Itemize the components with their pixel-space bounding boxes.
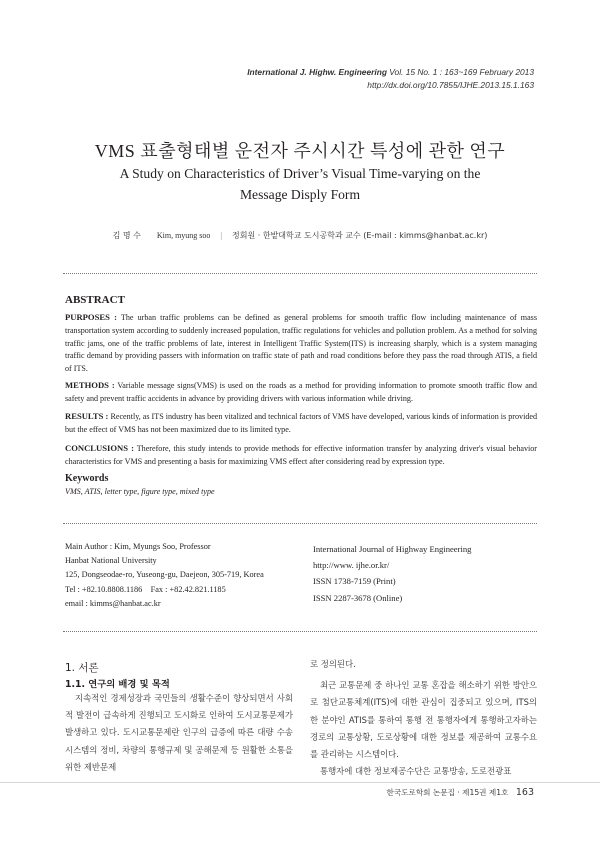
author-info-block <box>65 540 305 611</box>
author-university: Hanbat National University <box>65 556 157 566</box>
body-left-column <box>65 690 293 776</box>
journal-url[interactable]: http://www. ijhe.or.kr/ <box>313 560 390 571</box>
purposes-paragraph <box>65 311 537 376</box>
body-paragraph: 통행자에 대한 정보제공수단은 교통방송, 도로전광표 <box>320 766 512 777</box>
conclusions-label: CONCLUSIONS : <box>65 443 134 453</box>
doi-link[interactable]: http://dx.doi.org/10.7855/IJHE.2013.15.1.163 <box>367 80 534 90</box>
issn-online: ISSN 2287-3678 (Online) <box>313 592 403 603</box>
author-separator: | <box>220 231 223 240</box>
methods-label: METHODS : <box>65 380 115 390</box>
footer-divider <box>0 782 600 783</box>
title-english <box>90 163 510 205</box>
divider-middle <box>63 523 537 524</box>
conclusions-text: Therefore, this study intends to provide methods for effective information transfer by analyzing driver's visual behavior characteristics for VMS and presenting a basis for maximizing VMS effect after considering read by expression type. <box>65 444 537 466</box>
keywords-heading: Keywords <box>65 473 109 484</box>
divider-bottom <box>63 631 537 632</box>
title-english-line1: A Study on Characteristics of Driver’s Visual Time-varying on the <box>119 166 481 181</box>
results-label: RESULTS : <box>65 411 109 421</box>
section-heading: 1. 서론 <box>65 662 99 674</box>
body-right-column <box>310 656 537 780</box>
issn-print: ISSN 1738-7159 (Print) <box>313 576 396 587</box>
journal-name: International J. Highw. Engineering <box>247 67 387 77</box>
body-paragraph: 최근 교통문제 중 하나인 교통 혼잡을 해소하기 위한 방안으로 첨단교통체계(ITS)에 대한 관심이 집중되고 있으며, ITS의 한 분야인 ATIS를 통하여 통행 전 통행자에게 통행하고자하는 경로의 교통상황, 도로상황에 대한 정보를 제공하여 교통수요를 관리하는 시스템이다. <box>310 680 537 760</box>
footer-journal: 한국도로학회 논문집 · 제15권 제1호 <box>386 788 509 797</box>
methods-paragraph <box>65 379 537 406</box>
body-paragraph: 지속적인 경제성장과 국민들의 생활수준이 향상되면서 사회적 발전이 급속하게 진행되고 도시화로 인하여 도시교통문제가 발생하고 있다. 도시교통문제란 인구의 급증에 따른 대량 수송 시스템의 정비, 차량의 통행규제 및 공해문제 등 원활한 소통을 위한 제반문제 <box>65 693 293 772</box>
author-name-en: Kim, myung soo <box>156 231 211 240</box>
author-line <box>0 230 600 241</box>
conclusions-paragraph <box>65 442 537 469</box>
author-name-ko: 김 명 수 <box>112 231 141 240</box>
divider-top <box>63 273 537 274</box>
subsection-heading: 1.1. 연구의 배경 및 목적 <box>65 679 170 690</box>
author-tel-fax: Tel : +82.10.8808.1186 Fax : +82.42.821.1185 <box>65 584 226 594</box>
results-paragraph <box>65 410 537 437</box>
page-number: 163 <box>515 787 534 798</box>
journal-info-block <box>313 541 543 606</box>
author-address: 125, Dongseodae-ro, Yuseong-gu, Daejeon, 305-719, Korea <box>65 570 264 580</box>
purposes-label: PURPOSES : <box>65 312 117 322</box>
purposes-text: The urban traffic problems can be defined as general problems for smooth traffic flow including maintenance of mass transportation system according to suddenly increased population, traffic regulations for vehicles and pollution problem. As a method for solving traffic jams, one of the traffic problems of late, interest in Intelligent Traffic System(ITS) is increasing sharply, which is a system managing traffic demand by providing passers with information on traffic state of path and road conditions before they pass the road through ATIS, a field of ITS. <box>65 313 537 374</box>
title-korean: VMS 표출형태별 운전자 주시시간 특성에 관한 연구 <box>94 141 506 161</box>
abstract-heading: ABSTRACT <box>65 294 125 306</box>
keywords-text: VMS, ATIS, letter type, figure type, mixed type <box>65 487 215 496</box>
author-email: email : kimms@hanbat.ac.kr <box>65 598 161 608</box>
page-footer <box>387 787 535 798</box>
methods-text: Variable message signs(VMS) is used on the roads as a method for providing information to promote smooth traffic flow and safety and prevent traffic accidents in advance by providing drivers with various information while driving. <box>65 381 537 403</box>
main-author: Main Author : Kim, Myungs Soo, Professor <box>65 542 211 551</box>
body-paragraph-continued: 로 정의된다. <box>310 659 356 669</box>
volume-info: Vol. 15 No. 1 : 163~169 February 2013 <box>389 67 534 77</box>
journal-header <box>247 66 534 78</box>
title-english-line2: Message Disply Form <box>239 187 361 202</box>
author-affiliation: 정회원 · 한밭대학교 도시공학과 교수 (E-mail : kimms@hanbat.ac.kr) <box>232 231 488 240</box>
journal-full-name: International Journal of Highway Engineering <box>313 544 472 554</box>
results-text: Recently, as ITS industry has been vitalized and technical factors of VMS have developed, various kinds of information is provided but the effect of VMS has not been maximized due to its limited type. <box>65 412 537 434</box>
